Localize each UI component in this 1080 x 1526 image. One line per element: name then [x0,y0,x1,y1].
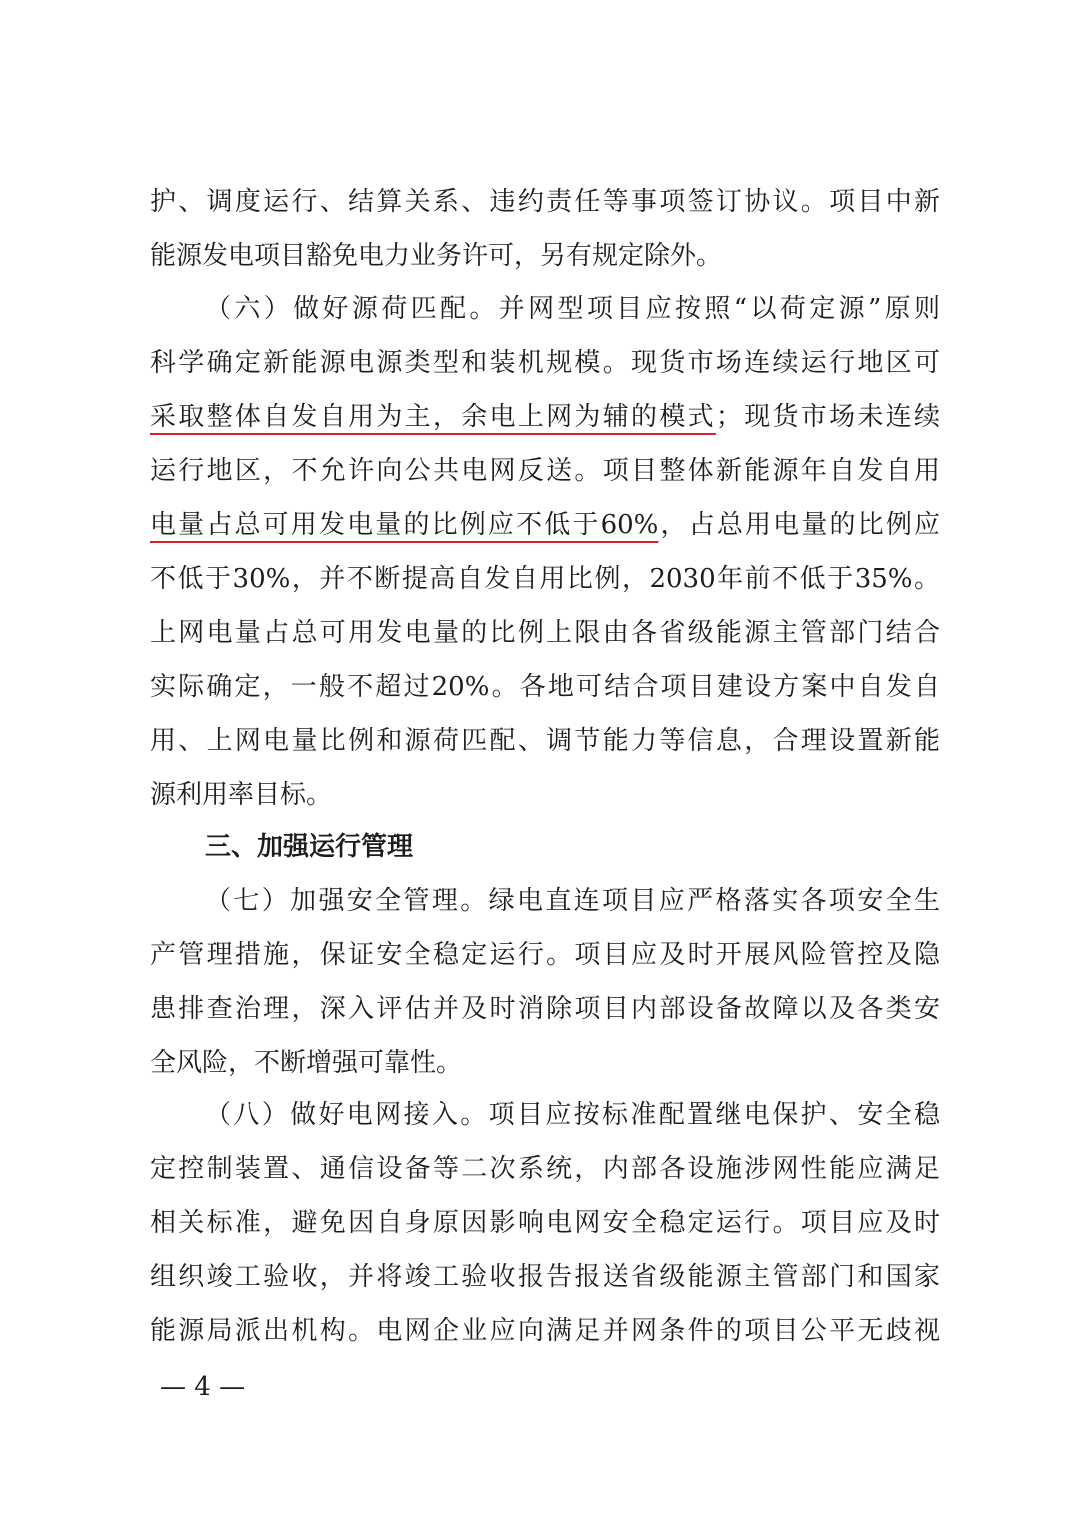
text-line: 能源发电项目豁免电力业务许可，另有规定除外。 [150,241,723,271]
text-line: 用、上网电量比例和源荷匹配、调节能力等信息，合理设置新能 [150,726,940,756]
text-line: 护、调度运行、结算关系、违约责任等事项签订协议。项目中新 [150,187,940,217]
text-line: 组织竣工验收，并将竣工验收报告报送省级能源主管部门和国家 [150,1262,940,1292]
text-line-underlined [150,498,940,552]
text-line: 运行地区，不允许向公共电网反送。项目整体新能源年自发自用 [150,456,940,486]
text-line: 患排查治理，深入评估并及时消除项目内部设备故障以及各类安 [150,994,940,1024]
paragraph-seven-start: （七）加强安全管理。绿电直连项目应严格落实各项安全生 [205,886,940,916]
page-number: — 4 — [160,1372,246,1402]
text-line: 科学确定新能源电源类型和装机规模。现货市场连续运行地区可 [150,348,940,378]
text-line: 上网电量占总可用发电量的比例上限由各省级能源主管部门结合 [150,618,940,648]
text-line-underlined [150,390,940,444]
paragraph-six-start: （六）做好源荷匹配。并网型项目应按照“以荷定源”原则 [205,294,940,324]
section-heading: 三、加强运行管理 [205,832,414,862]
red-underlined-text: 采取整体自发自用为主，余电上网为辅的模式 [150,402,716,432]
text-line: 产管理措施，保证安全稳定运行。项目应及时开展风险管控及隐 [150,940,940,970]
text-line: 全风险，不断增强可靠性。 [150,1048,463,1078]
text-line: 定控制装置、通信设备等二次系统，内部各设施涉网性能应满足 [150,1154,940,1184]
paragraph-eight-start: （八）做好电网接入。项目应按标准配置继电保护、安全稳 [205,1100,940,1130]
text-line: 不低于30%，并不断提高自发自用比例，2030年前不低于35%。 [150,564,940,594]
text-line: 能源局派出机构。电网企业应向满足并网条件的项目公平无歧视 [150,1316,940,1346]
text-line: 相关标准，避免因自身原因影响电网安全稳定运行。项目应及时 [150,1208,940,1238]
text-line: 源利用率目标。 [150,780,333,810]
text-line: 实际确定，一般不超过20%。各地可结合项目建设方案中自发自 [150,672,940,702]
text-rest: ，占总用电量的比例应 [658,510,940,540]
text-rest: ；现货市场未连续 [715,402,940,432]
red-underlined-text: 电量占总可用发电量的比例应不低于60% [150,510,659,540]
